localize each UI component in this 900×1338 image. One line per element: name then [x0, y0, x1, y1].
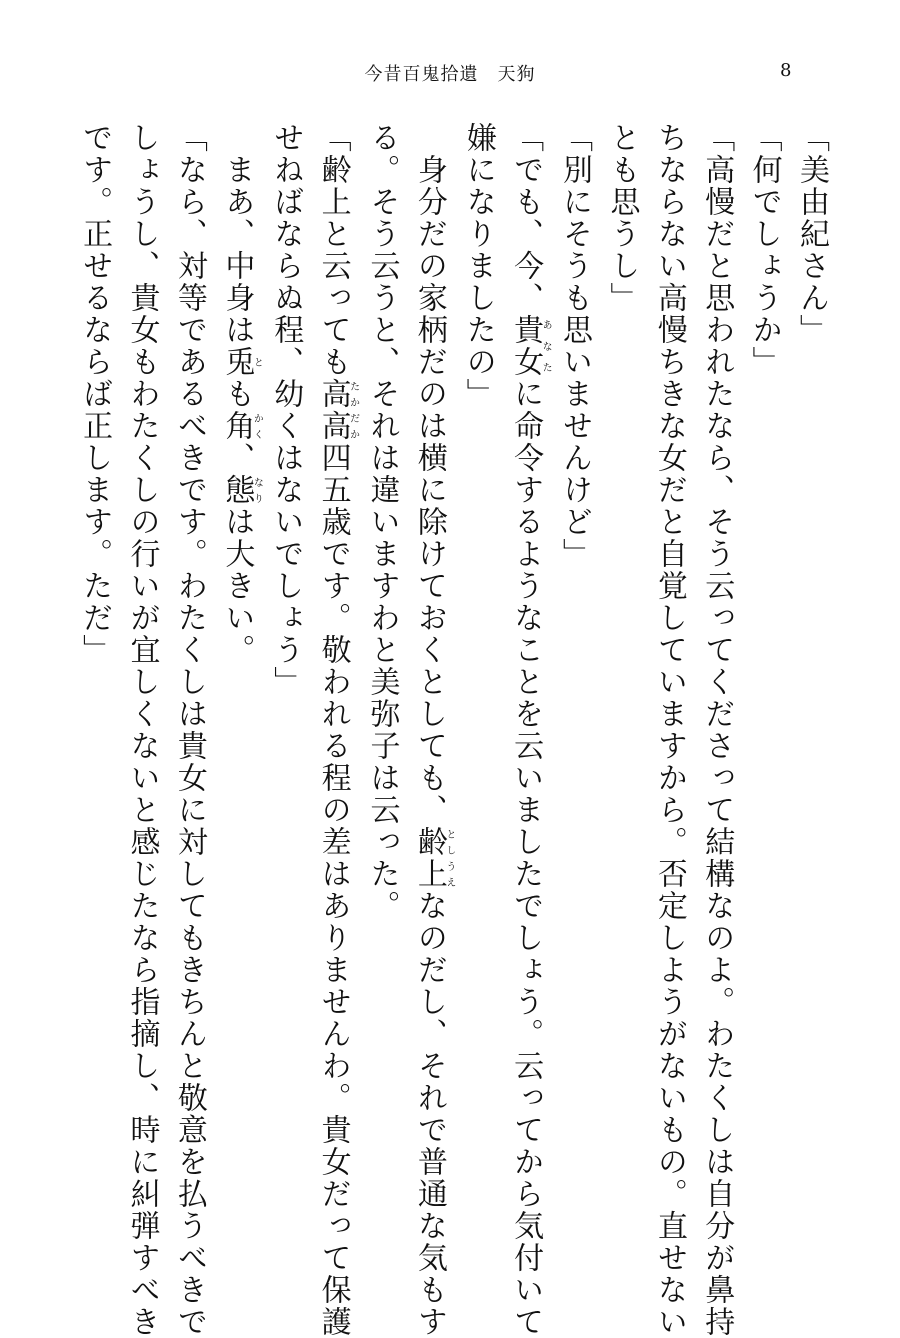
ruby-base: 貴女 [508, 314, 544, 378]
text-line: しょうし、貴女もわたくしの行いが宜しくないと感じたなら指摘し、時に糾弾すべき [124, 122, 160, 1338]
ruby-text [315, 378, 359, 442]
text-line: 「何でしょうか」 [746, 122, 782, 378]
ruby-text [508, 314, 552, 378]
text-line [405, 122, 455, 1338]
ruby-reading: あなた [540, 314, 552, 378]
ruby-text [219, 474, 263, 506]
text-line: です。正せるならば正します。ただ」 [77, 122, 113, 666]
text-segment: 身分だの家柄だのは横に除けておくとしても、 [411, 122, 447, 826]
text-line [309, 122, 359, 1338]
text-segment: も [219, 378, 255, 410]
text-line [502, 122, 552, 1338]
ruby-reading: としうえ [443, 826, 455, 890]
ruby-base: 角 [219, 410, 255, 442]
running-header-title: 今昔百鬼拾遺 天狗 [364, 64, 536, 85]
text-line: 「美由紀さん」 [794, 122, 829, 346]
ruby-reading: と [251, 346, 263, 378]
text-line: 嫌になりましたの」 [460, 122, 496, 410]
text-line: 「高慢だと思われたなら、そう云ってくださって結構なのよ。わたくしは自分が鼻持 [699, 122, 735, 1338]
text-segment: は大きい。 [219, 506, 255, 666]
text-segment: 「齢上と云っても [315, 122, 351, 378]
page-number: 8 [780, 60, 792, 81]
text-segment: まあ、中身は [219, 122, 255, 346]
ruby-text [219, 346, 263, 378]
ruby-text [219, 410, 263, 442]
text-segment: 、 [219, 442, 255, 474]
vertical-body-text [77, 122, 835, 1338]
ruby-reading: なり [251, 474, 263, 506]
text-line: せねばならぬ程、幼くはないでしょう」 [268, 122, 304, 698]
ruby-reading: かく [251, 410, 263, 442]
text-segment: なのだし、それで普通な気もす [411, 890, 447, 1338]
text-line: る。そう云うと、それは違いますわと美弥子は云った。 [364, 122, 400, 922]
ruby-reading: たかだか [347, 378, 359, 442]
text-line [213, 122, 262, 1202]
ruby-base: 高高 [315, 378, 351, 442]
text-segment: 「でも、今、 [508, 122, 544, 314]
text-segment: に命令するようなことを云いましたでしょう。云ってから気付いて [508, 378, 544, 1338]
text-line: 「なら、対等であるべきです。わたくしは貴女に対してもきちんと敬意を払うべきで [171, 122, 207, 1338]
text-line: とも思うし」 [604, 122, 640, 314]
text-segment: 四五歳です。敬われる程の差はありませんわ。貴女だって保護 [315, 442, 351, 1338]
text-line: 「別にそうも思いませんけど」 [557, 122, 593, 570]
text-line: ちならない高慢ちきな女だと自覚していますから。否定しようがないもの。直せない [651, 122, 687, 1338]
ruby-base: 兎 [219, 346, 255, 378]
ruby-base: 態 [219, 474, 255, 506]
ruby-base: 齢上 [411, 826, 447, 890]
ruby-text [411, 826, 455, 890]
